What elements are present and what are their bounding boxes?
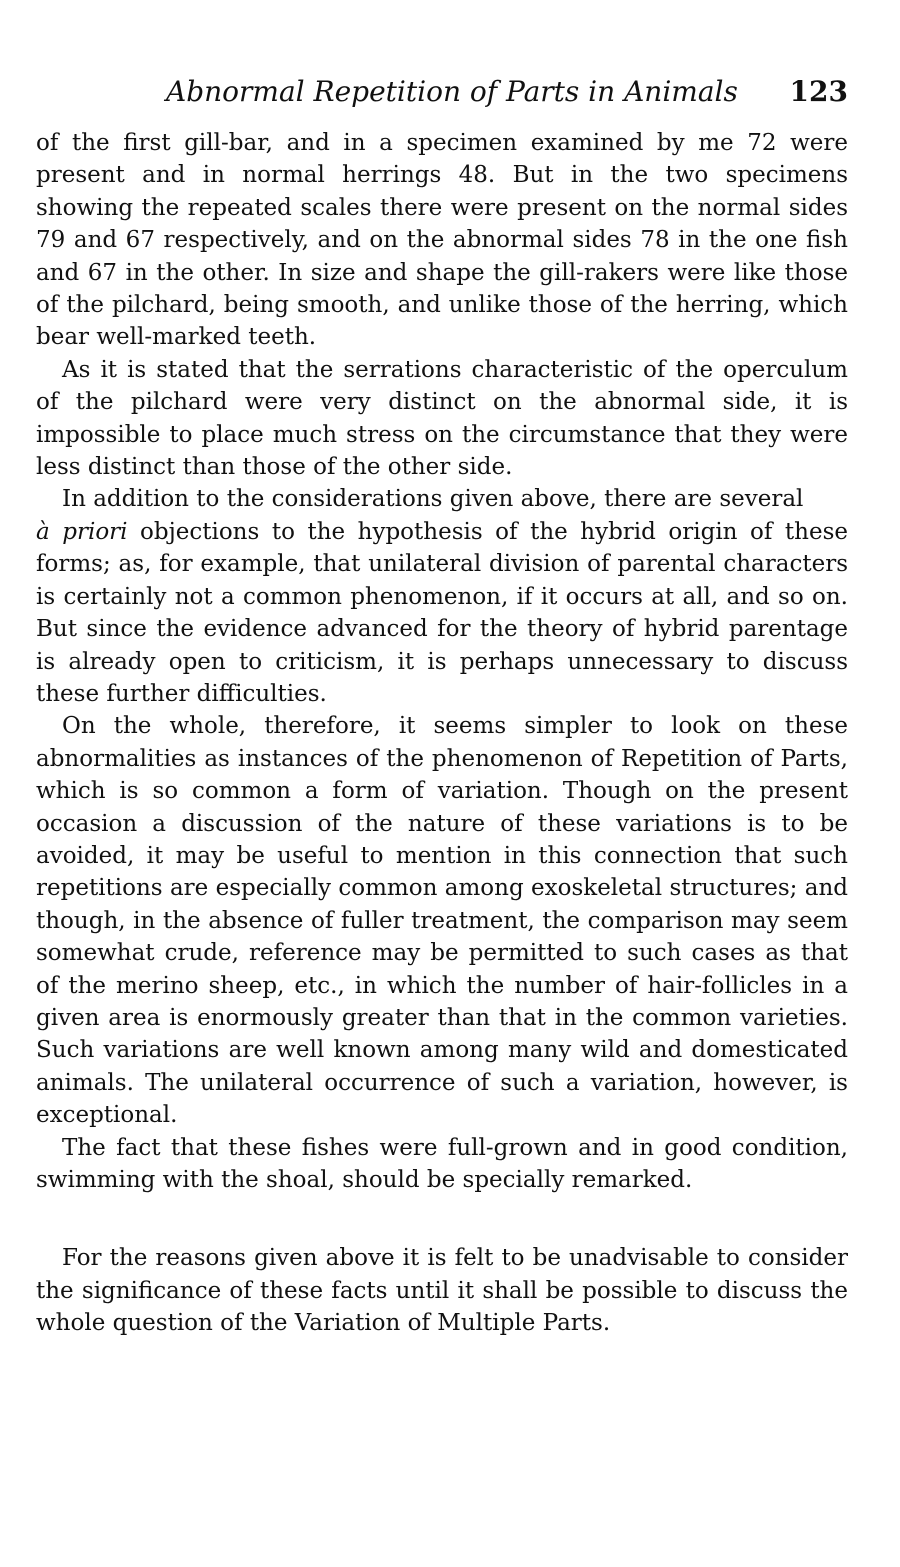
running-title: Abnormal Repetition of Parts in Animals: [166, 75, 738, 108]
paragraph-gill-rakers: of the first gill-bar, and in a specimen examined by me 72 were present and in normal herrings 48. But in the two specimens showing the repeated scales there were present on the normal sides 79 and 67 respectively, and on the abnormal sides 78 in the one fish and 67 in the other. In size and shape the gill-rakers were like those of the pilchard, being smooth, and unlike those of the herring, which bear well-marked teeth.: [36, 130, 848, 351]
a-priori-lead-text: In addition to the considerations given above, there are several: [62, 486, 804, 513]
paragraph-conclusion: For the reasons given above it is felt to be unadvisable to consider the significance of these facts until it shall be possible to discuss the whole question of the Variation of Multiple Parts.: [36, 1245, 848, 1337]
paragraph-repetition-of-parts: On the whole, therefore, it seems simpler to look on these abnormalities as instances of the phenomenon of Repetition of Parts, which is so common a form of variation. Though on the present occasion a discussion of the nature of these variations is to be avoided, it may be useful to mention in this connection that such repetitions are especially common among exoskeletal structures; and though, in the absence of fuller treatment, the comparison may seem somewhat crude, reference may be permitted to such cases as that of the merino sheep, etc., in which the number of hair-follicles in a given area is enormously greater than that in the common varieties. Such variations are well known among many wild and domesticated animals. The unilateral occurrence of such a variation, however, is exceptional.: [36, 713, 848, 1129]
paragraph-operculum: As it is stated that the serrations characteristic of the operculum of the pilchard were very distinct on the abnormal side, it is impossible to place much stress on the circumstance that they were less distinct than those of the other side.: [36, 356, 848, 481]
a-priori-italic: à priori: [36, 518, 128, 545]
running-head: [36, 74, 848, 114]
paragraph-a-priori-objections: [36, 483, 848, 710]
a-priori-rest-text: objections to the hypothesis of the hybrid origin of these forms; as, for example, that unilateral division of parental characters is certainly not a common phenomenon, if it occurs at all, and so on. But since the evidence advanced for the theory of hybrid parentage is already open to criticism, it is perhaps unnecessary to discuss these further difficulties.: [36, 518, 848, 707]
paragraph-full-grown-fishes: The fact that these fishes were full-grown and in good condition, swimming with the shoal, should be specially remarked.: [36, 1134, 848, 1193]
page-number: 123: [789, 75, 848, 108]
body-text: [36, 127, 848, 1340]
